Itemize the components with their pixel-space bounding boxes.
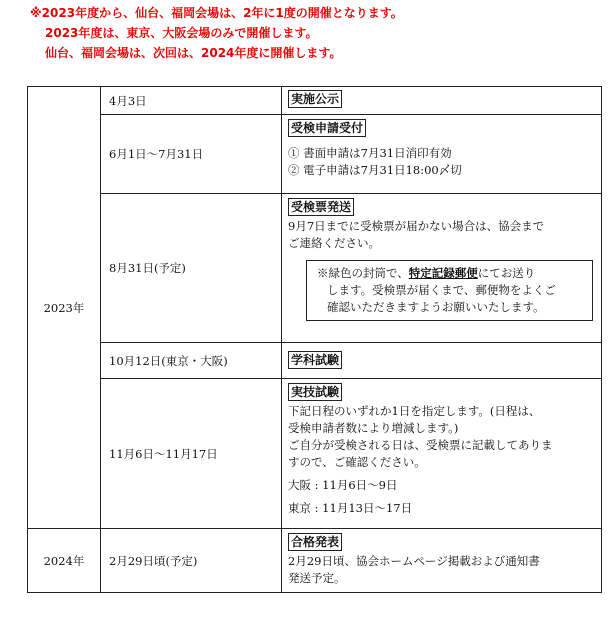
section-heading: 合格発表 — [288, 533, 342, 551]
desc-line: 発送予定。 — [288, 571, 346, 585]
notice-line-2: 2023年度は、東京、大阪会場のみで開催します。 — [45, 26, 318, 40]
osaka-schedule: 大阪 : 11月6日～9日 — [288, 478, 398, 492]
table-row — [28, 379, 602, 529]
desc-line: 9月7日までに受検票が届かない場合は、協会まで — [288, 219, 545, 233]
desc-cell — [282, 87, 602, 115]
desc-cell — [282, 115, 602, 194]
section-heading: 受検申請受付 — [288, 119, 366, 137]
note-line: ※緑色の封筒で、特定記録郵便にてお送り — [317, 266, 536, 280]
desc-line: 2月29日頃、協会ホームページ掲載および通知書 — [288, 554, 540, 568]
desc-line: ② 電子申請は7月31日18:00〆切 — [288, 163, 462, 177]
date-cell: 11月6日～11月17日 — [101, 379, 282, 529]
desc-cell — [282, 379, 602, 529]
desc-line: ご連絡ください。 — [288, 236, 380, 250]
year-cell-2024: 2024年 — [28, 529, 101, 593]
schedule-table — [27, 86, 602, 593]
desc-cell — [282, 343, 602, 379]
desc-line: 下記日程のいずれか1日を指定します。(日程は、 — [288, 404, 541, 418]
desc-line: ご自分が受検される日は、受検票に記載してありま — [288, 438, 553, 452]
notice-line-1: ※2023年度から、仙台、福岡会場は、2年に1度の開催となります。 — [30, 6, 403, 20]
section-heading: 実技試験 — [288, 383, 342, 401]
section-heading: 受検票発送 — [288, 198, 354, 216]
tokyo-schedule: 東京 : 11月13日～17日 — [288, 501, 413, 515]
table-row — [28, 87, 602, 115]
desc-cell — [282, 194, 602, 343]
note-line: 確認いただきますようお願いいたします。 — [327, 300, 545, 314]
table-row — [28, 343, 602, 379]
desc-line: すので、ご確認ください。 — [288, 455, 426, 469]
table-row — [28, 529, 602, 593]
registered-mail-label: 特定記録郵便 — [408, 266, 478, 280]
table-row — [28, 115, 602, 194]
notice-line-3: 仙台、福岡会場は、次回は、2024年度に開催します。 — [45, 46, 342, 60]
date-cell: 4月3日 — [101, 87, 282, 115]
section-heading: 学科試験 — [288, 351, 342, 369]
desc-cell — [282, 529, 602, 593]
date-cell: 6月1日～7月31日 — [101, 115, 282, 194]
note-line: します。受検票が届くまで、郵便物をよくご — [327, 283, 556, 297]
section-heading: 実施公示 — [288, 90, 342, 108]
mail-note-box — [306, 260, 593, 321]
desc-line: 受検申請者数により増減します。) — [288, 421, 459, 435]
year-cell-2023: 2023年 — [28, 87, 101, 529]
notice-block — [30, 3, 610, 63]
date-cell: 8月31日(予定) — [101, 194, 282, 343]
table-row — [28, 194, 602, 343]
desc-line: ① 書面申請は7月31日消印有効 — [288, 146, 452, 160]
date-cell: 2月29日頃(予定) — [101, 529, 282, 593]
date-cell: 10月12日(東京・大阪) — [101, 343, 282, 379]
